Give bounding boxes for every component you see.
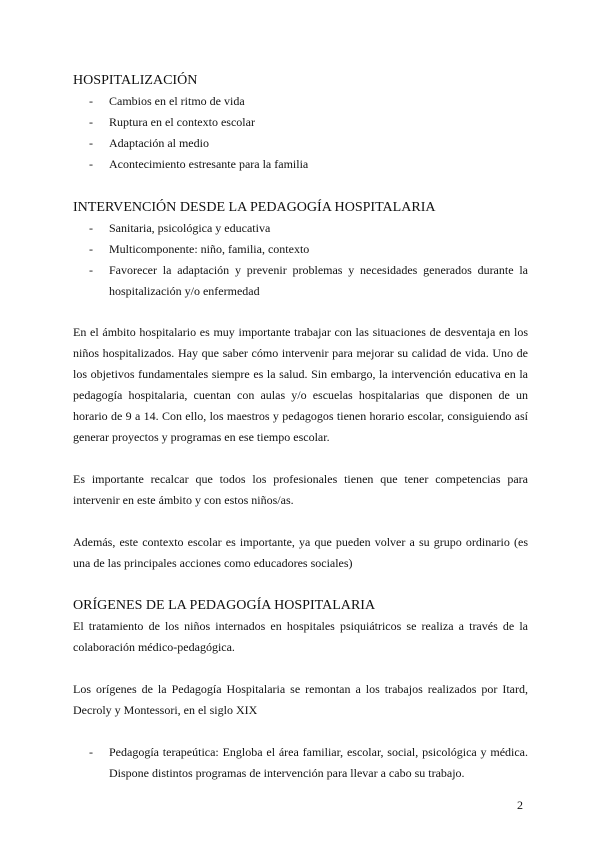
paragraph-competencias: Es importante recalcar que todos los profesionales tienen que tener competencias para intervenir en este ámbito y con estos niños/as. <box>73 472 528 507</box>
list-origenes <box>73 742 528 784</box>
page-number: 2 <box>517 798 523 812</box>
paragraph-ambito: En el ámbito hospitalario es muy importante trabajar con las situaciones de desventaja en los niños hospitalizados. Hay que saber cómo intervenir para mejorar su calidad de vida. Uno de los objetivos fundamentales siempre es la salud. Sin embargo, la intervención educativa en la pedagogía hospitalaria, cuentan con aulas y/o escuelas hospitalarias que disponen de un horario de 9 a 14. Con ello, los maestros y pedagogos tienen horario escolar, consiguiendo así generar proyectos y programas en ese tiempo escolar. <box>73 325 528 444</box>
list-item: - Acontecimiento estresante para la familia <box>73 154 528 175</box>
list-hospitalizacion <box>73 91 528 175</box>
list-item: - Ruptura en el contexto escolar <box>73 112 528 133</box>
paragraph-contexto-escolar: Además, este contexto escolar es importante, ya que pueden volver a su grupo ordinario (es una de las principales acciones como educadores sociales) <box>73 535 528 570</box>
list-item: - Favorecer la adaptación y prevenir problemas y necesidades generados durante la hospitalización y/o enfermedad <box>73 260 528 302</box>
heading-origenes: ORÍGENES DE LA PEDAGOGÍA HOSPITALARIA <box>73 597 376 613</box>
heading-hospitalizacion: HOSPITALIZACIÓN <box>73 72 198 88</box>
heading-intervencion: INTERVENCIÓN DESDE LA PEDAGOGÍA HOSPITALARIA <box>73 199 436 215</box>
list-item: - Multicomponente: niño, familia, contexto <box>73 239 528 260</box>
list-item: - Cambios en el ritmo de vida <box>73 91 528 112</box>
list-item: - Pedagogía terapeútica: Engloba el área familiar, escolar, social, psicológica y médica. Dispone distintos programas de intervención para llevar a cabo su trabajo. <box>73 742 528 784</box>
list-intervencion <box>73 218 528 302</box>
list-item: - Adaptación al medio <box>73 133 528 154</box>
list-item: - Sanitaria, psicológica y educativa <box>73 218 528 239</box>
page-content <box>73 70 528 784</box>
paragraph-tratamiento: El tratamiento de los niños internados en hospitales psiquiátricos se realiza a través de la colaboración médico-pedagógica. <box>73 619 528 654</box>
paragraph-origenes: Los orígenes de la Pedagogía Hospitalaria se remontan a los trabajos realizados por Itard, Decroly y Montessori, en el siglo XIX <box>73 682 528 717</box>
